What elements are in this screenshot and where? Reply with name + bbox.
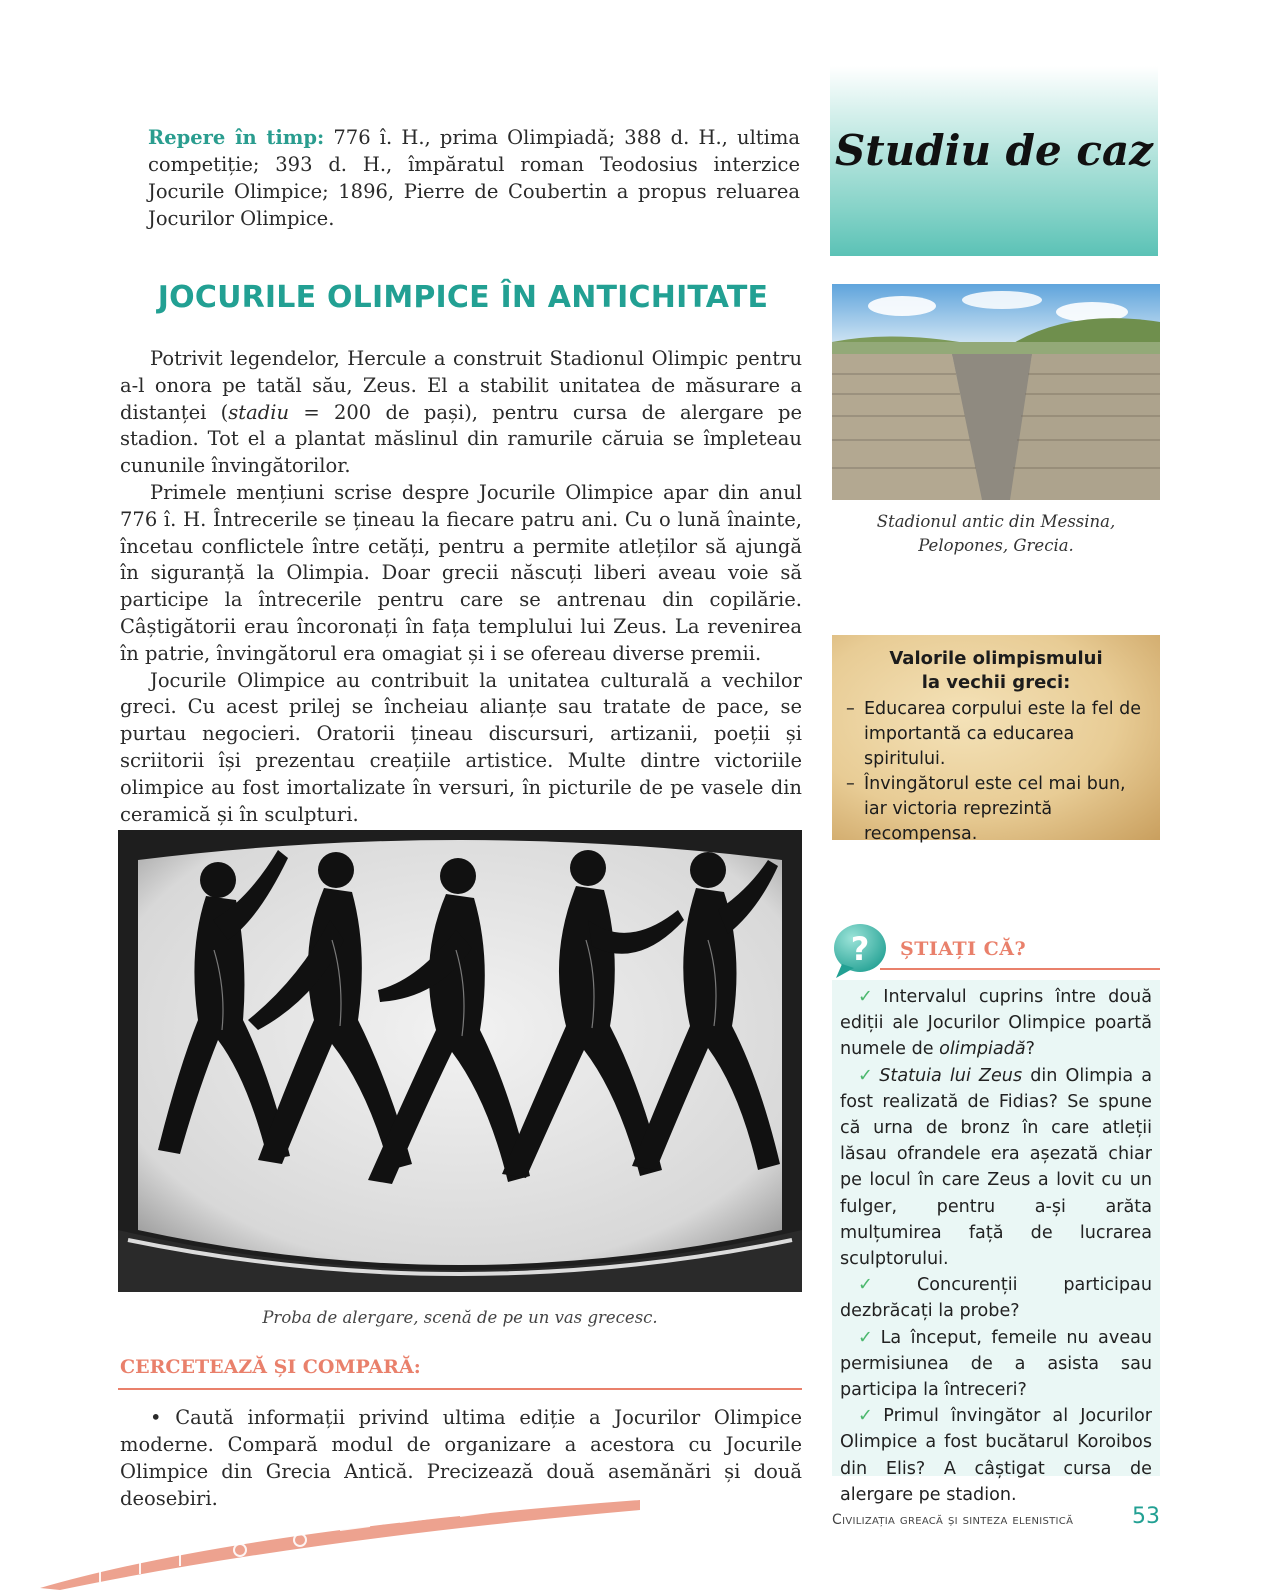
research-text: • Caută informații privind ultima ediție a Jocurilor Olimpice moderne. Compară modul de organizare a acestora cu Jocurile Olimpice din Grecia Antică. Precizează două asemănări și două deosebiri. [120,1406,802,1510]
research-divider [118,1388,802,1390]
p1-term: stadiu [228,400,290,424]
values-item: – Învingătorul este cel mai bun, iar victoria reprezintă recompensa. [842,772,1152,847]
check-icon: ✓ [858,1406,880,1427]
did-you-know-divider [880,968,1160,970]
case-study-title: Studiu de caz [834,126,1154,175]
stadium-caption-line1: Stadionul antic din Messina, [876,512,1116,531]
greek-vase-image [118,830,802,1292]
stadium-photo [832,284,1160,500]
olympic-values-box [832,635,1160,844]
paragraph-2: Primele mențiuni scrise despre Jocurile Olimpice apar din anul 776 î. H. Întrecerile se țineau la fiecare patru ani. Cu o lună înainte, încetau conflictele între cetăți, pentru a permite atleților să ajungă în siguranță la Olimpia. Doar grecii născuți liberi aveau voie să participe la întrecerile pentru care se antrenau din copilărie. Câștigătorii erau încoronați în fața templului lui Zeus. La revenirea în patrie, învingătorul era omagiat și i se ofereau diverse premii. [120,480,802,665]
fact-item [840,1063,1152,1273]
fact-item [840,1403,1152,1508]
stadium-caption [832,510,1160,558]
check-icon: ✓ [858,1065,876,1086]
p1-part-b: = 200 de pași), pentru cursa de alergare pe stadion. Tot el a plantat măslinul din ramurile căruia se împleteau cununile învingătorilor. [120,400,802,478]
page-number: 53 [1132,1504,1160,1529]
values-list [842,697,1152,847]
values-title-line1: Valorile olimpismului [889,648,1103,669]
page-title: JOCURILE OLIMPICE ÎN ANTICHITATE [157,280,769,315]
check-icon: ✓ [858,987,880,1007]
fact1-text: Intervalul cuprins între două ediții ale Jocurilor Olimpice poartă numele de [840,987,1152,1060]
stadium-caption-line2: Pelopones, Grecia. [918,536,1074,555]
check-icon: ✓ [858,1275,913,1296]
fact1-end: ? [1025,1039,1035,1060]
fact2-term: Statuia lui Zeus [879,1065,1023,1086]
research-title: CERCETEAZĂ ȘI COMPARĂ: [120,1356,421,1378]
p1-part-a: Potrivit legendelor, Hercule a construit Stadionul Olimpic pentru a-l onora pe tatăl său, Zeus. El a stabilit unitatea de măsurare a distanței ( [120,347,802,424]
fact-item [840,1272,1152,1324]
values-item: – Educarea corpului este la fel de importantă ca educarea spiritului. [842,697,1152,772]
fact2-text: din Olimpia a fost realizată de Fidias? Se spune că urna de bronz în care atleții lăsau ofrandele era așezată chiar pe locul în care Zeus a lovit cu un fulger, pentru a-și arăta mulțumirea față de lucrarea sculptorului. [840,1065,1152,1270]
fact4-text: La început, femeile nu aveau permisiunea de a asista sau participa la întreceri? [840,1327,1152,1401]
greek-ornament-decoration [40,1500,640,1594]
vase-caption: Proba de alergare, scenă de pe un vas grecesc. [262,1308,658,1327]
timeline-label: Repere în timp: [148,126,325,149]
did-you-know-title: ȘTIAȚI CĂ? [900,938,1027,960]
fact3-text: Concurenții participau dezbrăcați la probe? [840,1275,1152,1322]
check-icon: ✓ [858,1327,877,1348]
fact5-text: Primul învingător al Jocurilor Olimpice a fost bucătarul Koroibos din Elis? A câștigat cursa de alergare pe stadion. [840,1406,1152,1505]
question-bubble-icon [828,920,892,984]
question-mark-glyph: ? [850,930,870,968]
paragraph-3: Jocurile Olimpice au contribuit la unitatea culturală a vechilor greci. Cu acest prilej se încheiau alianțe sau tratate de pace, se purtau negocieri. Oratorii țineau discursuri, artizanii, poeții și scriitorii își prezentau creațiile artistice. Multe dintre victoriile olimpice au fost imortalizate în versuri, în picturile de pe vasele din ceramică și în sculpturi. [120,668,802,826]
chapter-name: Civilizația greacă și sinteza elenistică [832,1512,1074,1528]
values-title [832,647,1160,695]
timeline-text: 776 î. H., prima Olimpiadă; 388 d. H., ultima competiție; 393 d. H., împăratul roman Teodosius interzice Jocurile Olimpice; 1896, Pierre de Coubertin a propus reluarea Jocurilor Olimpice. [148,126,800,230]
timeline-paragraph [148,124,800,232]
fact-item [840,984,1152,1063]
fact1-term: olimpiadă [939,1039,1026,1060]
main-article [120,346,802,828]
did-you-know-list [840,984,1152,1508]
values-title-line2: la vechii greci: [921,672,1071,693]
paragraph-1 [120,346,802,480]
fact-item [840,1325,1152,1404]
case-study-banner [830,66,1158,256]
